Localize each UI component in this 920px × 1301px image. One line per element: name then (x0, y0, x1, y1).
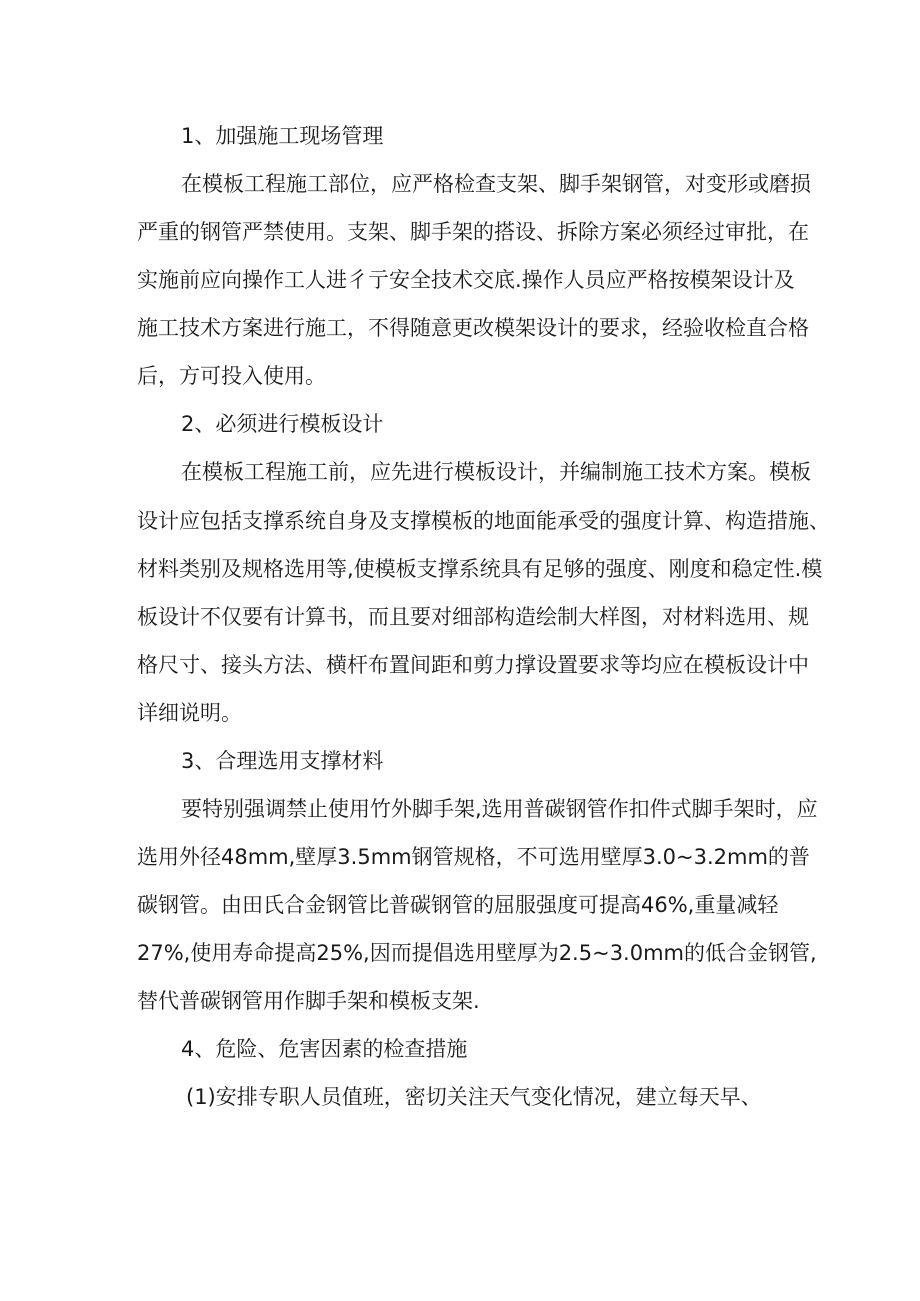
section-3-heading: 3、合理选用支撑材料 (181, 749, 384, 773)
section-1-line-2: 严重的钢管严禁使用。支架、脚手架的搭设、拆除方案必须经过审批，在 (137, 220, 809, 244)
section-3-line-5: 替代普碳钢管用作脚手架和模板支架. (137, 989, 480, 1013)
section-1-heading: 1、加强施工现场管理 (181, 124, 384, 148)
section-4-heading: 4、危险、危害因素的检查措施 (181, 1037, 468, 1061)
section-4-line-1: (1)安排专职人员值班，密切关注天气变化情况，建立每天早、 (186, 1085, 762, 1109)
section-3-line-1: 要特别强调禁止使用竹外脚手架,选用普碳钢管作扣件式脚手架时，应 (181, 797, 818, 821)
section-2-line-2: 设计应包括支撑系统自身及支撑模板的地面能承受的强度计算、构造措施、 (137, 509, 830, 533)
section-2-line-4: 板设计不仅要有计算书，而且要对细部构造绘制大样图，对材料选用、规 (137, 605, 809, 629)
section-2-line-1: 在模板工程施工前，应先进行模板设计，并编制施工技术方案。模板 (181, 460, 811, 484)
section-1-line-3: 实施前应向操作工人进彳亍安全技术交底.操作人员应严格按模架设计及 (137, 268, 795, 292)
section-1-line-5: 后，方可投入使用。 (137, 364, 326, 388)
section-2-line-3: 材料类别及规格选用等,使模板支撑系统具有足够的强度、刚度和稳定性.模 (137, 557, 823, 581)
section-2-heading: 2、必须进行模板设计 (181, 412, 384, 436)
section-1-line-1: 在模板工程施工部位，应严格检查支架、脚手架钢管，对变形或磨损 (181, 172, 811, 196)
section-3-line-2: 选用外径48mm,壁厚3.5mm钢管规格，不可选用壁厚3.0~3.2mm的普 (137, 845, 810, 869)
section-2-line-5: 格尺寸、接头方法、横杆布置间距和剪力撑设置要求等均应在模板设计中 (137, 653, 809, 677)
section-3-line-4: 27%,使用寿命提高25%,因而提倡选用壁厚为2.5~3.0mm的低合金钢管, (137, 941, 817, 965)
section-3-line-3: 碳钢管。由田氏合金钢管比普碳钢管的屈服强度可提高46%,重量减轻 (137, 893, 779, 917)
section-2-line-6: 详细说明。 (137, 701, 242, 725)
section-1-line-4: 施工技术方案进行施工，不得随意更改模架设计的要求，经验收检直合格 (137, 316, 809, 340)
